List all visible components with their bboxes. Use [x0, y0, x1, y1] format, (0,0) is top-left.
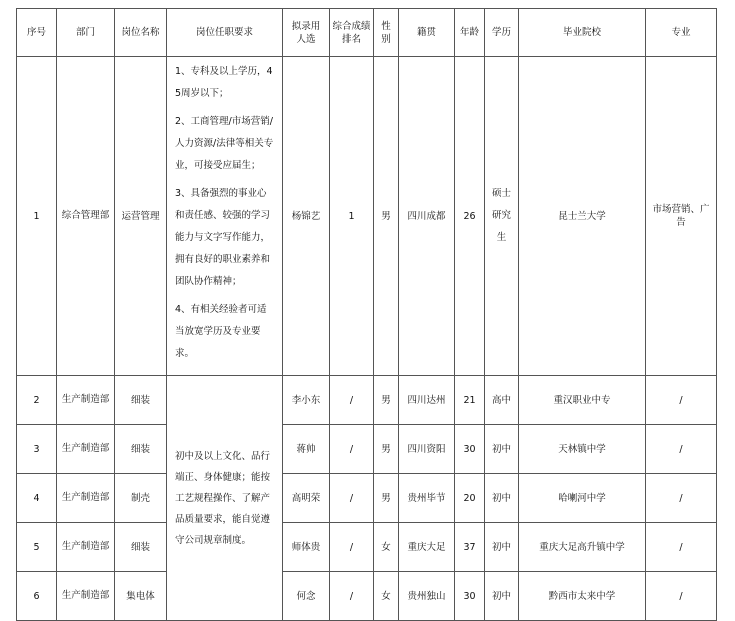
requirement-item: 3、具备强烈的事业心和责任感、较强的学习能力与文字写作能力，拥有良好的职业素养和团队协作精神；	[175, 188, 271, 287]
table-row	[17, 523, 717, 572]
cell-major: /	[646, 572, 717, 621]
cell-dept: 生产制造部	[57, 523, 115, 572]
cell-dept: 生产制造部	[57, 572, 115, 621]
cell-origin: 四川资阳	[399, 425, 455, 474]
cell-edu: 高中	[485, 376, 519, 425]
table-row	[17, 474, 717, 523]
cell-dept: 生产制造部	[57, 474, 115, 523]
cell-edu: 初中	[485, 474, 519, 523]
cell-origin: 四川成都	[399, 57, 455, 376]
cell-rank: /	[330, 474, 374, 523]
cell-dept: 综合管理部	[57, 57, 115, 376]
header-hire: 拟录用人选	[283, 9, 330, 57]
cell-edu: 初中	[485, 523, 519, 572]
cell-dept: 生产制造部	[57, 425, 115, 474]
cell-rank: /	[330, 425, 374, 474]
cell-age: 20	[455, 474, 485, 523]
cell-rank: /	[330, 523, 374, 572]
table-row	[17, 572, 717, 621]
cell-school: 重汉职业中专	[519, 376, 646, 425]
cell-no: 6	[17, 572, 57, 621]
cell-rank: 1	[330, 57, 374, 376]
header-requirement: 岗位任职要求	[167, 9, 283, 57]
cell-gender: 男	[374, 425, 399, 474]
table-row	[17, 57, 717, 376]
cell-age: 37	[455, 523, 485, 572]
cell-no: 4	[17, 474, 57, 523]
cell-edu: 硕士研究生	[485, 57, 519, 376]
cell-shared-requirement: 初中及以上文化、品行端正、身体健康；能按工艺规程操作、了解产品质量要求，能自觉遵守公司规章制度。	[167, 376, 283, 621]
cell-position: 集电体	[115, 572, 167, 621]
cell-age: 21	[455, 376, 485, 425]
cell-age: 30	[455, 572, 485, 621]
cell-major: /	[646, 523, 717, 572]
requirement-item: 4、有相关经验者可适当放宽学历及专业要求。	[175, 304, 267, 359]
cell-major: /	[646, 376, 717, 425]
cell-rank: /	[330, 376, 374, 425]
cell-hire: 杨锦艺	[283, 57, 330, 376]
cell-origin: 贵州独山	[399, 572, 455, 621]
cell-no: 3	[17, 425, 57, 474]
cell-position: 运营管理	[115, 57, 167, 376]
header-origin: 籍贯	[399, 9, 455, 57]
table-row	[17, 425, 717, 474]
cell-rank: /	[330, 572, 374, 621]
cell-major: /	[646, 474, 717, 523]
cell-major: 市场营销、广告	[646, 57, 717, 376]
cell-no: 1	[17, 57, 57, 376]
cell-gender: 男	[374, 474, 399, 523]
cell-major: /	[646, 425, 717, 474]
cell-hire: 何念	[283, 572, 330, 621]
cell-no: 5	[17, 523, 57, 572]
cell-edu: 初中	[485, 425, 519, 474]
cell-gender: 女	[374, 572, 399, 621]
requirement-item: 1、专科及以上学历，45周岁以下；	[175, 66, 273, 99]
cell-edu: 初中	[485, 572, 519, 621]
header-rank: 综合成绩排名	[330, 9, 374, 57]
cell-school: 天林镇中学	[519, 425, 646, 474]
cell-position: 细装	[115, 523, 167, 572]
cell-school: 昆士兰大学	[519, 57, 646, 376]
cell-school: 黔西市太来中学	[519, 572, 646, 621]
header-no: 序号	[17, 9, 57, 57]
table-header-row	[17, 9, 717, 57]
cell-hire: 师体贵	[283, 523, 330, 572]
cell-dept: 生产制造部	[57, 376, 115, 425]
table-row	[17, 376, 717, 425]
cell-requirement	[167, 57, 283, 376]
header-edu: 学历	[485, 9, 519, 57]
cell-origin: 四川达州	[399, 376, 455, 425]
cell-hire: 高明荣	[283, 474, 330, 523]
cell-school: 重庆大足高升镇中学	[519, 523, 646, 572]
header-age: 年龄	[455, 9, 485, 57]
requirement-item: 2、工商管理/市场营销/人力资源/法律等相关专业，可接受应届生；	[175, 116, 274, 171]
cell-position: 制壳	[115, 474, 167, 523]
header-gender: 性别	[374, 9, 399, 57]
cell-no: 2	[17, 376, 57, 425]
cell-origin: 贵州毕节	[399, 474, 455, 523]
cell-hire: 蒋帅	[283, 425, 330, 474]
cell-age: 26	[455, 57, 485, 376]
cell-gender: 男	[374, 376, 399, 425]
recruitment-table	[16, 8, 717, 621]
header-major: 专业	[646, 9, 717, 57]
cell-school: 哈喇河中学	[519, 474, 646, 523]
cell-position: 细装	[115, 425, 167, 474]
cell-position: 细装	[115, 376, 167, 425]
header-dept: 部门	[57, 9, 115, 57]
header-school: 毕业院校	[519, 9, 646, 57]
header-position: 岗位名称	[115, 9, 167, 57]
cell-hire: 李小东	[283, 376, 330, 425]
cell-age: 30	[455, 425, 485, 474]
cell-gender: 男	[374, 57, 399, 376]
cell-origin: 重庆大足	[399, 523, 455, 572]
cell-gender: 女	[374, 523, 399, 572]
